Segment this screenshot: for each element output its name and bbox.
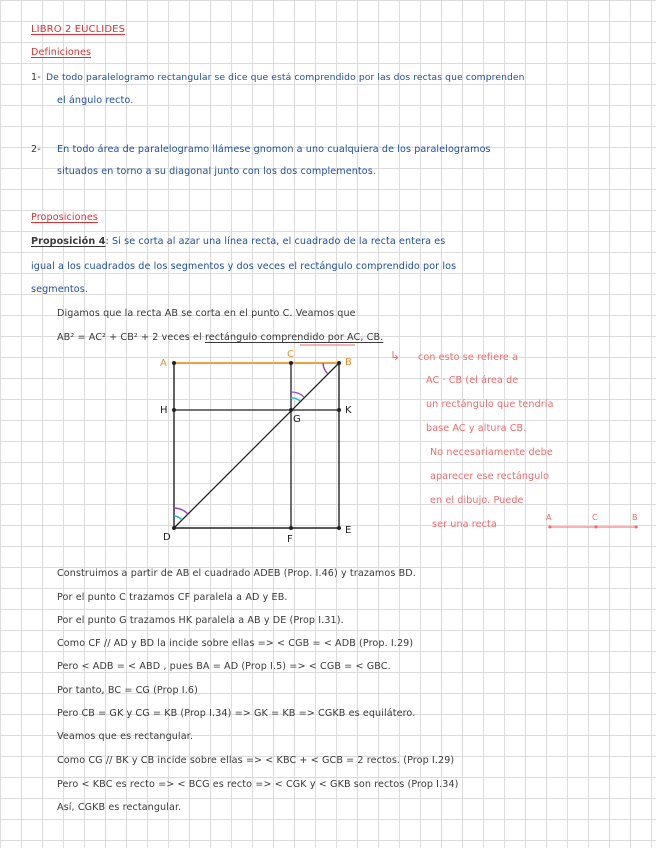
proposition-4-label: Proposición 4 — [31, 236, 106, 247]
note-line-3: un rectángulo que tendría — [426, 399, 554, 410]
proof-line-4: Como CF // AD y BD la incide sobre ellas => < CGB = < ADB (Prop. I.29) — [57, 638, 414, 649]
point-B — [337, 361, 341, 365]
proof-line-1: Construimos a partir de AB el cuadrado ADEB (Prop. I.46) y trazamos BD. — [57, 568, 416, 579]
definition-2-line-1: En todo área de paralelogramo llámese gnomon a uno cualquiera de los paralelogramos — [57, 144, 491, 155]
mini-label-B: B — [632, 513, 638, 522]
note-arrow-icon: ↳ — [390, 349, 401, 363]
proof-line-3: Por el punto G trazamos HK paralela a AB y DE (Prop I.31). — [57, 615, 344, 626]
proof-line-8: Veamos que es rectangular. — [57, 731, 193, 742]
intro-rectangle-phrase: rectángulo comprendido por AC, CB. — [204, 332, 384, 343]
note-line-2: AC · CB (el área de — [426, 375, 519, 386]
note-line-7: en el dibujo. Puede — [430, 495, 524, 506]
proposition-4-text: : Si se corta al azar una línea recta, el cuadrado de la recta entera es — [105, 236, 446, 247]
label-D: D — [163, 532, 171, 543]
point-G — [289, 408, 293, 412]
geometry-figure — [150, 340, 370, 550]
proof-line-9: Como CG // BK y CB incide sobre ellas => < KBC + < GCB = 2 rectos. (Prop I.29) — [57, 755, 455, 766]
note-line-1: con esto se refiere a — [418, 352, 519, 363]
note-line-5: No necesariamente debe — [430, 447, 553, 458]
definition-1-line-1: De todo paralelogramo rectangular se dice que está comprendido por las dos rectas que comprenden — [46, 72, 525, 83]
proof-line-6: Por tanto, BC = CG (Prop I.6) — [57, 685, 198, 696]
definitions-heading: Definiciones — [31, 47, 92, 58]
diagonal-BD — [174, 363, 339, 528]
point-E — [337, 526, 341, 530]
proof-line-2: Por el punto C trazamos CF paralela a AD y EB. — [57, 592, 288, 603]
point-A — [172, 361, 176, 365]
definition-2-number: 2- — [31, 144, 41, 155]
proposition-4-statement-line-1 — [31, 236, 445, 248]
label-G: G — [293, 414, 301, 425]
mini-label-C: C — [592, 513, 598, 522]
definition-2-line-2: situados en torno a su diagonal junto con los dos complementos. — [57, 166, 376, 177]
propositions-heading: Proposiciones — [31, 212, 98, 223]
label-H: H — [160, 405, 168, 416]
label-E: E — [345, 525, 352, 536]
mini-point-A — [549, 526, 552, 529]
mini-point-B — [635, 526, 638, 529]
proof-line-7: Pero CB = GK y CG = KB (Prop I.34) => GK = KB => CGKB es equilátero. — [57, 708, 416, 719]
proof-line-10: Pero < KBC es recto => < BCG es recto => < CGK y < GKB son rectos (Prop I.34) — [57, 779, 459, 790]
note-line-4: base AC y altura CB. — [426, 423, 527, 434]
proof-line-5: Pero < ADB = < ABD , pues BA = AD (Prop I.5) => < CGB = < GBC. — [57, 661, 391, 672]
intro-equation: AB² = AC² + CB² + 2 veces el — [57, 332, 205, 343]
label-K: K — [345, 405, 352, 416]
mini-label-A: A — [546, 513, 552, 522]
page-title: LIBRO 2 EUCLIDES — [31, 24, 126, 35]
proof-line-11: Así, CGKB es rectangular. — [57, 802, 182, 813]
point-F — [289, 526, 293, 530]
angle-CGB-mark-2 — [291, 392, 304, 397]
label-C: C — [287, 349, 294, 360]
label-F: F — [287, 534, 293, 545]
label-A: A — [160, 358, 167, 369]
mini-segment-figure — [540, 510, 644, 536]
angle-ABD-mark — [323, 363, 328, 374]
angle-mark-cyan-D — [174, 516, 182, 520]
definition-1-line-2: el ángulo recto. — [57, 95, 134, 106]
point-D — [172, 526, 176, 530]
proposition-4-statement-line-2: igual a los cuadrados de los segmentos y dos veces el rectángulo comprendido por los — [31, 261, 457, 272]
note-line-8: ser una recta — [432, 519, 497, 530]
point-H — [172, 408, 176, 412]
note-line-6: aparecer ese rectángulo — [430, 471, 550, 482]
point-C — [289, 361, 293, 365]
definition-1-number: 1- — [31, 72, 41, 83]
angle-CGB-mark — [291, 398, 300, 401]
point-K — [337, 408, 341, 412]
label-B: B — [345, 357, 352, 368]
angle-ADB-mark — [174, 508, 188, 514]
intro-line-1: Digamos que la recta AB se corta en el punto C. Veamos que — [57, 308, 356, 319]
proposition-4-statement-line-3: segmentos. — [31, 284, 88, 295]
mini-point-C — [595, 526, 598, 529]
